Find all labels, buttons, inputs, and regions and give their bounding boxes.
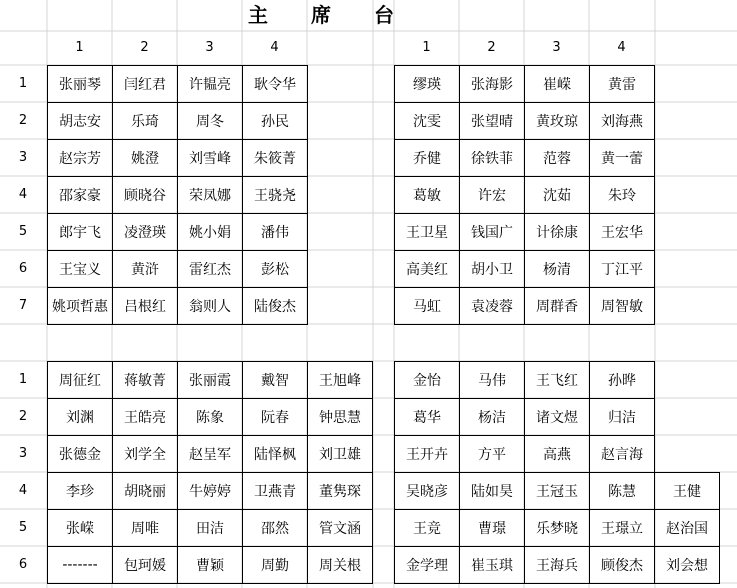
seat-cell: 张丽霞 [178, 362, 243, 399]
seat-cell: 张德金 [48, 436, 113, 473]
seat-cell: 胡志安 [48, 103, 113, 140]
seat-cell: 诸文煜 [525, 399, 590, 436]
seat-cell: 高燕 [525, 436, 590, 473]
seat-cell: 沈茹 [525, 177, 590, 214]
seat-cell: 金怡 [395, 362, 460, 399]
table-row [48, 547, 373, 584]
table-row [395, 288, 655, 325]
seating-table-top-left [47, 65, 308, 325]
seat-cell: 周智敏 [590, 288, 655, 325]
row-number: 3 [18, 446, 28, 461]
row-number: 3 [18, 150, 28, 165]
seat-cell: 黄玫琼 [525, 103, 590, 140]
seat-cell: 张海影 [460, 66, 525, 103]
seat-cell: 刘学全 [113, 436, 178, 473]
seat-cell: 崔嵘 [525, 66, 590, 103]
seat-cell [655, 399, 720, 436]
seat-cell: 蒋敏菁 [113, 362, 178, 399]
seat-cell: 曹璟 [460, 510, 525, 547]
page-title: 主 席 台 [248, 3, 412, 27]
seat-cell: 朱玲 [590, 177, 655, 214]
seat-cell [655, 362, 720, 399]
seat-cell: 袁凌蓉 [460, 288, 525, 325]
table-row [395, 436, 720, 473]
seat-cell: 归洁 [590, 399, 655, 436]
table-row [395, 66, 655, 103]
seat-cell: 缪瑛 [395, 66, 460, 103]
seat-cell: 沈雯 [395, 103, 460, 140]
seat-cell: 徐铁菲 [460, 140, 525, 177]
seat-cell: 金学理 [395, 547, 460, 584]
column-header: 2 [140, 40, 149, 55]
seat-cell: 刘雪峰 [178, 140, 243, 177]
table-row [48, 103, 308, 140]
seat-cell: 方平 [460, 436, 525, 473]
table-row [48, 473, 373, 510]
table-row [395, 251, 655, 288]
seat-cell: 王皓亮 [113, 399, 178, 436]
seat-cell: 陆如昊 [460, 473, 525, 510]
column-header: 1 [75, 40, 84, 55]
table-row [395, 510, 720, 547]
table-row [395, 214, 655, 251]
seat-cell: 乐梦晓 [525, 510, 590, 547]
seat-cell: 董隽琛 [308, 473, 373, 510]
seat-cell: 吴晓彦 [395, 473, 460, 510]
seat-cell: 乐琦 [113, 103, 178, 140]
seat-cell: 邵然 [243, 510, 308, 547]
seat-cell: 李珍 [48, 473, 113, 510]
seat-cell: 潘伟 [243, 214, 308, 251]
seat-cell: 胡小卫 [460, 251, 525, 288]
seat-cell: 周唯 [113, 510, 178, 547]
seat-cell: 丁江平 [590, 251, 655, 288]
seat-cell: 王宝义 [48, 251, 113, 288]
column-header: 4 [270, 40, 279, 55]
seat-cell: 刘渊 [48, 399, 113, 436]
row-number: 6 [18, 261, 28, 276]
row-number: 6 [18, 557, 28, 572]
seat-cell: 荣凤娜 [178, 177, 243, 214]
seat-cell: 黄雷 [590, 66, 655, 103]
row-number: 1 [18, 76, 28, 91]
seat-cell: 钟思慧 [308, 399, 373, 436]
seat-cell: 郎宇飞 [48, 214, 113, 251]
seat-cell: 包珂媛 [113, 547, 178, 584]
seat-cell: 顾晓谷 [113, 177, 178, 214]
table-row [48, 288, 308, 325]
seat-cell: 陆俊杰 [243, 288, 308, 325]
table-row [48, 140, 308, 177]
seat-cell: 姚澄 [113, 140, 178, 177]
seat-cell: 计徐康 [525, 214, 590, 251]
seat-cell: 陈慧 [590, 473, 655, 510]
seat-cell: 朱筱菁 [243, 140, 308, 177]
seat-cell: 王旭峰 [308, 362, 373, 399]
seat-cell: 彭松 [243, 251, 308, 288]
seat-cell: 赵治国 [655, 510, 720, 547]
seat-cell: 刘海燕 [590, 103, 655, 140]
seat-cell: 范蓉 [525, 140, 590, 177]
seat-cell: 翁则人 [178, 288, 243, 325]
row-number: 2 [18, 409, 28, 424]
table-row [48, 399, 373, 436]
seat-cell: 赵宗芳 [48, 140, 113, 177]
seat-cell: 钱国广 [460, 214, 525, 251]
seat-cell: 王骁尧 [243, 177, 308, 214]
row-number: 5 [18, 520, 28, 535]
seat-cell: 吕根红 [113, 288, 178, 325]
row-number: 2 [18, 113, 28, 128]
seat-cell: 胡晓丽 [113, 473, 178, 510]
seat-cell: 耿令华 [243, 66, 308, 103]
seat-cell: 黄一蕾 [590, 140, 655, 177]
seat-cell: 赵呈军 [178, 436, 243, 473]
seat-cell: 张望晴 [460, 103, 525, 140]
table-row [395, 103, 655, 140]
seat-cell: 葛敏 [395, 177, 460, 214]
seat-cell: 杨洁 [460, 399, 525, 436]
seat-cell: 戴智 [243, 362, 308, 399]
seat-cell: 王竞 [395, 510, 460, 547]
column-header: 2 [487, 40, 496, 55]
table-row [395, 177, 655, 214]
table-row [395, 547, 720, 584]
table-row [48, 251, 308, 288]
table-row [395, 399, 720, 436]
table-row [48, 214, 308, 251]
seat-cell: 高美红 [395, 251, 460, 288]
seat-cell: 顾俊杰 [590, 547, 655, 584]
column-header: 3 [552, 40, 561, 55]
seating-table-top-right [394, 65, 655, 325]
table-row [48, 177, 308, 214]
seat-cell: 孙民 [243, 103, 308, 140]
table-row [48, 362, 373, 399]
seat-cell: 田洁 [178, 510, 243, 547]
column-header: 1 [422, 40, 431, 55]
seat-cell: 曹颖 [178, 547, 243, 584]
table-row [395, 362, 720, 399]
row-number: 1 [18, 372, 28, 387]
seat-cell: 张丽琴 [48, 66, 113, 103]
seat-cell: 牛婷婷 [178, 473, 243, 510]
seat-cell: 王健 [655, 473, 720, 510]
table-row [395, 140, 655, 177]
seat-cell: 张嵘 [48, 510, 113, 547]
table-row [48, 436, 373, 473]
seat-cell: 王卫星 [395, 214, 460, 251]
seat-cell: 闫红君 [113, 66, 178, 103]
seat-cell: 刘卫雄 [308, 436, 373, 473]
seat-cell: 王宏华 [590, 214, 655, 251]
row-number: 7 [18, 298, 28, 313]
column-header: 3 [205, 40, 214, 55]
seat-cell: 陆怿枫 [243, 436, 308, 473]
seat-cell: 王开卉 [395, 436, 460, 473]
row-number: 4 [18, 187, 28, 202]
seat-cell: 周征红 [48, 362, 113, 399]
seat-cell: 周群香 [525, 288, 590, 325]
seat-cell: ------- [48, 547, 113, 584]
seat-cell [655, 436, 720, 473]
seat-cell: 周勤 [243, 547, 308, 584]
seat-cell: 姚项哲惠 [48, 288, 113, 325]
seating-table-bottom-right [394, 361, 720, 584]
seat-cell: 卫燕青 [243, 473, 308, 510]
seat-cell: 邵家豪 [48, 177, 113, 214]
seat-cell: 阮春 [243, 399, 308, 436]
row-number: 4 [18, 483, 28, 498]
seat-cell: 管文涵 [308, 510, 373, 547]
seat-cell: 孙晔 [590, 362, 655, 399]
seat-cell: 马虹 [395, 288, 460, 325]
table-row [48, 66, 308, 103]
seat-cell: 许韫亮 [178, 66, 243, 103]
row-number: 5 [18, 224, 28, 239]
seat-cell: 陈象 [178, 399, 243, 436]
seat-cell: 赵言海 [590, 436, 655, 473]
seat-cell: 杨清 [525, 251, 590, 288]
column-header: 4 [617, 40, 626, 55]
seat-cell: 王海兵 [525, 547, 590, 584]
seat-cell: 葛华 [395, 399, 460, 436]
seat-cell: 凌澄瑛 [113, 214, 178, 251]
table-row [48, 510, 373, 547]
seat-cell: 周冬 [178, 103, 243, 140]
seat-cell: 许宏 [460, 177, 525, 214]
seating-table-bottom-left [47, 361, 373, 584]
seat-cell: 周关根 [308, 547, 373, 584]
seat-cell: 姚小娟 [178, 214, 243, 251]
seat-cell: 刘会想 [655, 547, 720, 584]
seat-cell: 马伟 [460, 362, 525, 399]
seat-cell: 崔玉琪 [460, 547, 525, 584]
seat-cell: 乔健 [395, 140, 460, 177]
seat-cell: 王璟立 [590, 510, 655, 547]
seat-cell: 王冠玉 [525, 473, 590, 510]
seat-cell: 黄浒 [113, 251, 178, 288]
table-row [395, 473, 720, 510]
seat-cell: 雷红杰 [178, 251, 243, 288]
seat-cell: 王飞红 [525, 362, 590, 399]
